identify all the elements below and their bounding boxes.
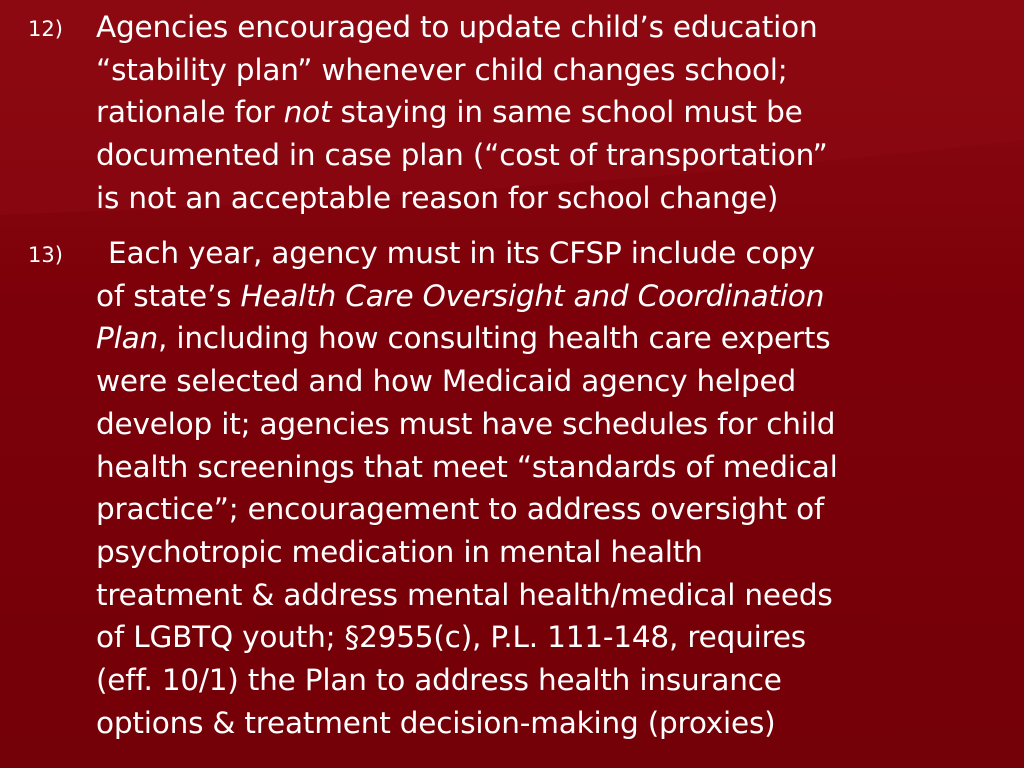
body-text-line — [96, 275, 824, 318]
text-run: options & treatment decision-making (proxies) — [96, 705, 776, 740]
text-run: were selected and how Medicaid agency helped — [96, 364, 796, 399]
item-number: 13) — [28, 243, 63, 267]
text-run: , including how consulting health care experts — [157, 321, 831, 356]
text-run: psychotropic medication in mental health — [96, 534, 703, 569]
italic-text-run: Plan — [96, 321, 158, 356]
body-text-line — [96, 91, 803, 134]
body-text-line — [96, 317, 830, 360]
text-run: health screenings that meet “standards of medical — [96, 449, 838, 484]
text-run: Each year, agency must in its CFSP include copy — [108, 236, 816, 270]
body-text-line — [96, 659, 782, 702]
text-run: rationale for — [96, 95, 284, 130]
text-run: develop it; agencies must have schedules for child — [96, 406, 836, 441]
body-text-line — [96, 134, 828, 177]
body-text-line — [96, 574, 833, 617]
body-text-line — [96, 6, 818, 49]
body-text-line — [96, 403, 835, 446]
text-run: practice”; encouragement to address oversight of — [96, 492, 825, 527]
text-run: “stability plan” whenever child changes school; — [96, 52, 788, 87]
body-text-line — [96, 177, 778, 220]
text-run: (eff. 10/1) the Plan to address health insurance — [96, 663, 782, 697]
body-text-line — [96, 446, 838, 489]
text-run: documented in case plan (“cost of transportation” — [96, 138, 828, 173]
text-run: of LGBTQ youth; §2955(c), P.L. 111-148, requires — [96, 620, 806, 655]
italic-text-run: Health Care Oversight and Coordination — [240, 278, 825, 313]
text-run: of state’s — [96, 278, 241, 313]
text-run: staying in same school must be — [331, 95, 803, 130]
body-text-line — [96, 488, 824, 531]
body-text-line — [96, 49, 788, 92]
body-text-line — [108, 232, 815, 275]
body-text-line — [96, 616, 806, 659]
body-text-line — [96, 702, 775, 745]
body-text-line — [96, 360, 796, 403]
body-text-line — [96, 531, 703, 574]
text-run: treatment & address mental health/medical needs — [96, 577, 833, 612]
item-number: 12) — [28, 17, 63, 41]
text-run: Agencies encouraged to update child’s education — [96, 10, 818, 44]
italic-text-run: not — [283, 95, 332, 130]
text-run: is not an acceptable reason for school change) — [96, 180, 779, 215]
